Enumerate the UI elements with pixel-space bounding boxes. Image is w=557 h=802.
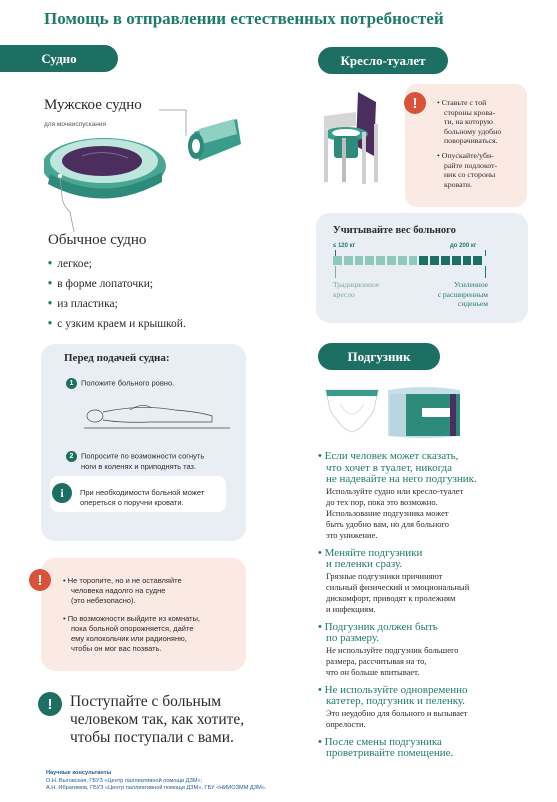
list-item	[318, 622, 536, 678]
male-bedpan-title: Мужское судно	[44, 97, 142, 113]
tip-heading: • Если человек может сказать,	[318, 450, 459, 462]
tip-heading: • Подгузник должен быть	[318, 620, 438, 633]
commode-chair-icon	[316, 88, 388, 190]
warning-item-1: • Не торопите, но и не оставляйте человека надолго на судне (это небезопасно).	[63, 576, 182, 605]
weight-scale-cell	[473, 256, 482, 265]
weight-scale-cell	[463, 256, 472, 265]
commode-label: Кресло-туалет	[318, 47, 448, 74]
list-item	[318, 451, 536, 541]
tip-heading: • Меняйте подгузники	[318, 546, 423, 559]
regular-bedpan-icon	[44, 138, 166, 199]
tip-heading: не надевайте на него подгузник.	[326, 473, 477, 485]
bedpan-features	[48, 254, 186, 334]
step-number: 1	[66, 378, 77, 389]
weight-title: Учитывайте вес больного	[333, 225, 456, 236]
weight-min-label: ≤ 120 кг	[333, 243, 356, 249]
tip-body: это унижение.	[326, 529, 378, 540]
tip-heading: проветривайте помещение.	[326, 747, 454, 759]
weight-scale-cell	[344, 256, 353, 265]
warning-item-2: • По возможности выйдите из комнаты, пока больной опорожняется, дайте ему колокольчик или радионяню, чтобы он мог вас позвать.	[63, 614, 201, 653]
weight-scale-cell	[376, 256, 385, 265]
weight-scale-cell	[441, 256, 450, 265]
golden-rule: Поступайте с больным человеком так, как хотите, чтобы поступали с вами.	[70, 693, 245, 746]
info-icon: i	[52, 483, 72, 503]
step-1: 1 Положите больного ровно.	[66, 378, 174, 389]
tip-body: опрелости.	[326, 718, 366, 729]
weight-max-label: до 200 кг	[450, 243, 477, 249]
tip-body: и инфекциям.	[326, 603, 376, 614]
tip-body: до тех пор, пока это возможно.	[326, 496, 438, 507]
weight-scale-cell	[430, 256, 439, 265]
tip-heading: • После смены подгузника	[318, 735, 442, 748]
page-title: Помощь в отправлении естественных потребностей	[44, 9, 444, 28]
alert-icon: !	[29, 569, 51, 591]
weight-scale-cell	[387, 256, 396, 265]
tip-body: Используйте судно или кресло-туалет	[326, 485, 464, 496]
weight-tick-left	[335, 266, 336, 278]
tip-body: Грязные подгузники причиняют	[326, 570, 443, 581]
diaper-label: Подгузник	[318, 343, 440, 370]
tip-body: Не используйте подгузник большего	[326, 644, 459, 655]
tip-body: быть удобно вам, но для больного	[326, 518, 450, 529]
list-item	[318, 548, 536, 615]
regular-bedpan-title: Обычное судно	[48, 232, 147, 248]
weight-scale-cell	[333, 256, 342, 265]
tip-heading: что хочет в туалет, никогда	[326, 461, 453, 474]
tip-body: Это неудобно для больного и вызывает	[326, 707, 468, 718]
alert-icon: !	[404, 92, 426, 114]
step-2: 2 Попросите по возможности согнуть ноги в коленях и приподнять таз.	[66, 451, 204, 472]
tip-body: сильный физический и эмоциональный	[326, 581, 470, 592]
male-bedpan-subtitle: для мочеиспускания	[44, 121, 107, 128]
tip-body: что он больше впитывает.	[326, 666, 420, 677]
male-urinal-icon	[188, 119, 241, 161]
weight-scale-cell	[365, 256, 374, 265]
step-number: 2	[66, 451, 77, 462]
weight-scale-cell	[452, 256, 461, 265]
info-text: При необходимости больной может опереться о поручни кровати.	[80, 488, 205, 507]
diaper-icon	[322, 384, 382, 436]
list-item: • легкое;	[48, 258, 92, 270]
weight-scale-cell	[355, 256, 364, 265]
list-item: • с узким краем и крышкой.	[48, 318, 186, 330]
tip-body: дискомфорт, приводят к пролежням	[326, 592, 456, 603]
weight-scale-cell	[419, 256, 428, 265]
list-item	[318, 685, 536, 730]
lying-patient-icon	[80, 398, 232, 434]
tip-heading: и пеленки сразу.	[326, 558, 403, 570]
reinforced-chair-caption: Усиленное с расширенным сиденьем	[437, 280, 488, 308]
diaper-pack-icon	[386, 384, 462, 440]
weight-scale	[333, 256, 482, 265]
tip-body: размера, рассчитывая на то,	[326, 655, 427, 666]
weight-scale-cell	[409, 256, 418, 265]
tip-heading: по размеру.	[326, 632, 380, 644]
tip-body: Использование подгузника может	[326, 507, 449, 518]
bedpan-label: Судно	[0, 45, 118, 72]
weight-scale-cell	[398, 256, 407, 265]
before-title: Перед подачей судна:	[64, 352, 170, 364]
weight-tick-right	[485, 250, 486, 256]
tip-heading: катетер, подгузник и пеленку.	[326, 695, 466, 707]
commode-warning-text: • Ставьте с той стороны крова- ти, на которую больному удобно поворачиваться. • Опускайте/уби- райте подлокот- ник со стороны кровати.	[437, 98, 502, 189]
alert-icon: !	[38, 692, 62, 716]
weight-tick-right	[485, 266, 486, 278]
list-item: • в форме лопаточки;	[48, 278, 154, 290]
bedpan-illustration	[44, 104, 249, 232]
diaper-tips	[318, 451, 536, 767]
list-item: • из пластика;	[48, 298, 118, 310]
footer: Научные консультанты О.Н. Выговская, ГБУЗ «Центр паллиативной помощи ДЗМ»; А.Н. Ибрагимов, ГБУЗ «Центр паллиативной помощи ДЗМ», ГБУ «НИИОЗММ ДЗМ».	[46, 770, 267, 791]
standard-chair-caption: Традиционное кресло	[333, 280, 380, 299]
tip-heading: • Не используйте одновременно	[318, 683, 468, 696]
list-item	[318, 737, 536, 760]
